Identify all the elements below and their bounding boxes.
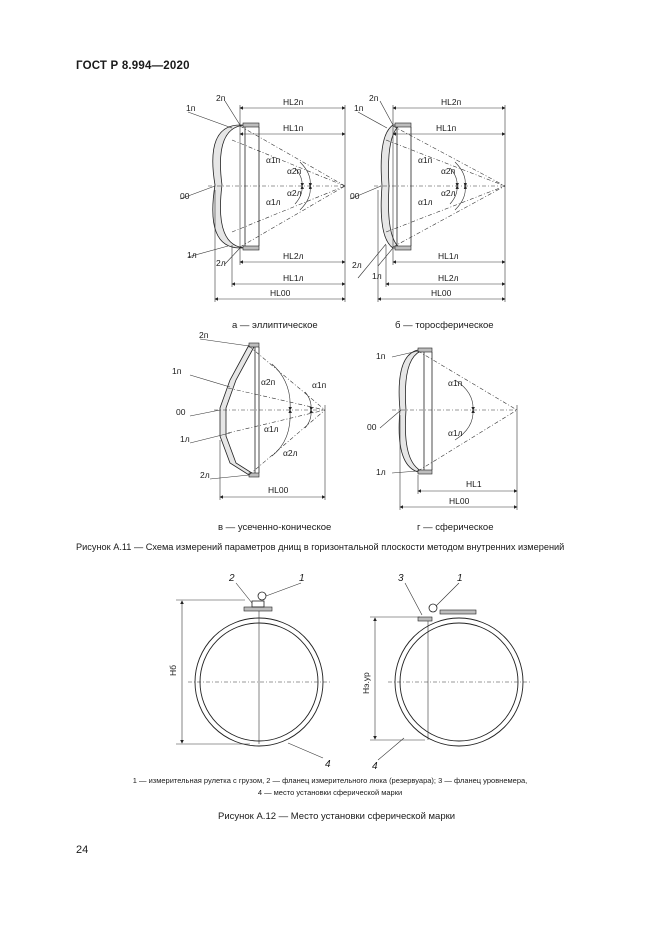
panel-a-flange-bottom xyxy=(243,246,259,250)
figure-a12-legend-line2: 4 — место установки сферической марки xyxy=(257,788,403,797)
c-angle-a1l: α1л xyxy=(264,424,279,434)
a-angle-a1p: α1п xyxy=(266,155,281,165)
panel-d-head-shell xyxy=(399,350,424,472)
b-label-1l: 1л xyxy=(372,271,382,281)
a-dim-hl1l: HL1л xyxy=(283,273,304,283)
c-angle-a1p: α1п xyxy=(312,380,327,390)
page-header: ГОСТ Р 8.994—2020 xyxy=(76,60,190,72)
caption-panel-b: б — торосферическое xyxy=(395,320,494,331)
c-angle-a2p: α2п xyxy=(261,377,276,387)
panel-a-head-shell xyxy=(213,125,247,248)
b-label-2l: 2л xyxy=(352,260,362,270)
c-label-1l: 1л xyxy=(180,434,190,444)
a12-right-height-heur: Hэ.ур xyxy=(361,672,371,694)
d-label-00: 00 xyxy=(367,422,377,432)
d-dim-hl00: HL00 xyxy=(449,496,470,506)
figure-a12-caption: Рисунок А.12 — Место установки сферической марки xyxy=(218,811,456,822)
b-label-1p: 1п xyxy=(354,103,364,113)
c-label-2p: 2п xyxy=(199,330,209,340)
a-dim-hl2p: HL2п xyxy=(283,97,304,107)
panel-a-flange-top xyxy=(243,123,259,127)
panel-b-flange-bottom xyxy=(395,246,411,250)
page-number: 24 xyxy=(76,844,89,856)
a12-left-height-hb: Hб xyxy=(168,664,178,676)
figure-a11-caption: Рисунок А.11 — Схема измерений параметров днищ в горизонтальной плоскости методом внутренних измерений xyxy=(76,542,565,552)
caption-panel-a: а — эллиптическое xyxy=(232,320,318,331)
b-dim-hl00: HL00 xyxy=(431,288,452,298)
a-dim-hl1p: HL1п xyxy=(283,123,304,133)
panel-b-flange-top xyxy=(395,123,411,127)
c-label-00: 00 xyxy=(176,407,186,417)
caption-panel-d: г — сферическое xyxy=(417,522,494,533)
a12-left-num-1: 1 xyxy=(299,573,305,584)
panel-a-elliptical xyxy=(180,101,345,302)
d-label-1l: 1л xyxy=(376,467,386,477)
c-angle-a2l: α2л xyxy=(283,448,298,458)
a-dim-hl2l: HL2л xyxy=(283,251,304,261)
d-angle-a1l: α1л xyxy=(448,428,463,438)
caption-panel-c: в — усеченно-коническое xyxy=(218,522,332,533)
b-dim-hl2l: HL2л xyxy=(438,273,459,283)
a-label-1p: 1п xyxy=(186,103,196,113)
d-dim-hl1: HL1 xyxy=(466,479,482,489)
c-label-2l: 2л xyxy=(200,470,210,480)
figure-a12-legend-line1: 1 — измерительная рулетка с грузом, 2 — фланец измерительного люка (резервуара); 3 — фланец уровнемера, xyxy=(132,776,528,785)
fig-a12-right-tank xyxy=(370,583,530,760)
a12-right-num-3: 3 xyxy=(398,573,404,584)
a-label-00: 00 xyxy=(180,191,190,201)
panel-c-flange-top xyxy=(249,343,259,347)
a-label-1l: 1л xyxy=(187,250,197,260)
panel-d-flange-bottom xyxy=(418,470,432,474)
d-label-1p: 1п xyxy=(376,351,386,361)
b-label-2p: 2п xyxy=(369,93,379,103)
a12-right-num-1: 1 xyxy=(457,573,463,584)
b-dim-hl2p: HL2п xyxy=(441,97,462,107)
a-label-2l: 2л xyxy=(216,258,226,268)
b-angle-a1l: α1л xyxy=(418,197,433,207)
c-label-1p: 1п xyxy=(172,366,182,376)
a-angle-a1l: α1л xyxy=(266,197,281,207)
a-dim-hl00: HL00 xyxy=(270,288,291,298)
fig-a12-left-tank xyxy=(176,583,330,758)
a12-left-num-2: 2 xyxy=(229,573,235,584)
a-angle-a2l: α2л xyxy=(287,188,302,198)
a-angle-a2p: α2п xyxy=(287,166,302,176)
b-label-00: 00 xyxy=(350,191,360,201)
a12-left-num-4: 4 xyxy=(325,759,331,770)
b-angle-a2p: α2п xyxy=(441,166,456,176)
panel-d-flange-top xyxy=(418,348,432,352)
b-angle-a2l: α2л xyxy=(441,188,456,198)
panel-c-truncated-conical xyxy=(190,339,325,500)
d-angle-a1p: α1п xyxy=(448,378,463,388)
b-dim-hl1p: HL1п xyxy=(436,123,457,133)
b-dim-hl1l: HL1л xyxy=(438,251,459,261)
c-dim-hl00: HL00 xyxy=(268,485,289,495)
a-label-2p: 2п xyxy=(216,93,226,103)
a12-right-num-4: 4 xyxy=(372,761,378,772)
b-angle-a1p: α1п xyxy=(418,155,433,165)
